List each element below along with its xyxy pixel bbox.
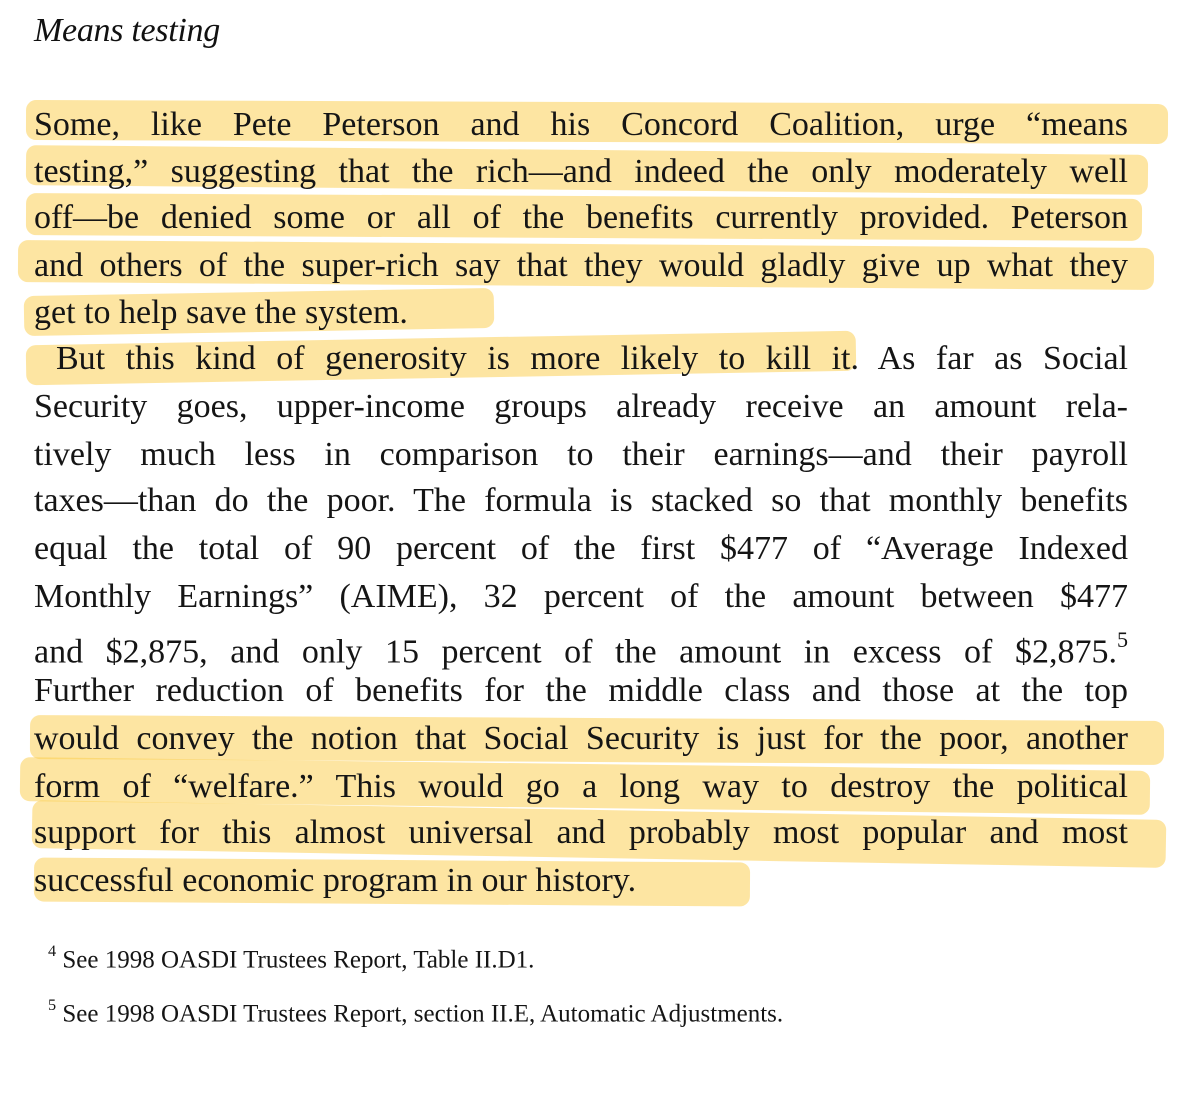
paragraph-line: Monthly Earnings” (AIME), 32 percent of the amount between $477 [34,578,1128,615]
paragraph-line: would convey the notion that Social Security is just for the poor, another [34,720,1128,757]
footnote-text: See 1998 OASDI Trustees Report, Table II.D1. [62,946,535,974]
paragraph-line-text: and $2,875, and only 15 percent of the amount in excess of $2,875. [34,633,1117,671]
paragraph-line: equal the total of 90 percent of the first $477 of “Average Indexed [34,530,1128,567]
paragraph-line: tively much less in comparison to their earnings—and their payroll [34,436,1128,473]
paragraph-line: Security goes, upper-income groups already receive an amount rela- [34,388,1128,425]
paragraph-line: Some, like Pete Peterson and his Concord Coalition, urge “means [34,106,1128,143]
paragraph-line: support for this almost universal and probably most popular and most [34,814,1128,851]
paragraph-line: Further reduction of benefits for the middle class and those at the top [34,672,1128,709]
footnote-number: 5 [48,995,57,1014]
paragraph-line: But this kind of generosity is more likely to kill it. As far as Social [56,340,1128,377]
paragraph-line: off—be denied some or all of the benefits currently provided. Peterson [34,199,1128,236]
paragraph-line: successful economic program in our history. [34,862,637,899]
footnote-number: 4 [48,941,57,960]
section-heading: Means testing [34,12,220,49]
paragraph-line: get to help save the system. [34,294,408,331]
footnote-text: See 1998 OASDI Trustees Report, section II.E, Automatic Adjustments. [62,1000,784,1028]
paragraph-line: testing,” suggesting that the rich—and indeed the only moderately well [34,153,1128,190]
footnote [48,938,534,975]
paragraph-line: and others of the super-rich say that they would gladly give up what they [34,247,1128,284]
footnote [48,992,783,1029]
paragraph-line: form of “welfare.” This would go a long way to destroy the political [34,768,1128,805]
paragraph-line: taxes—than do the poor. The formula is stacked so that monthly benefits [34,482,1128,519]
footnote-ref: 5 [1116,626,1128,652]
